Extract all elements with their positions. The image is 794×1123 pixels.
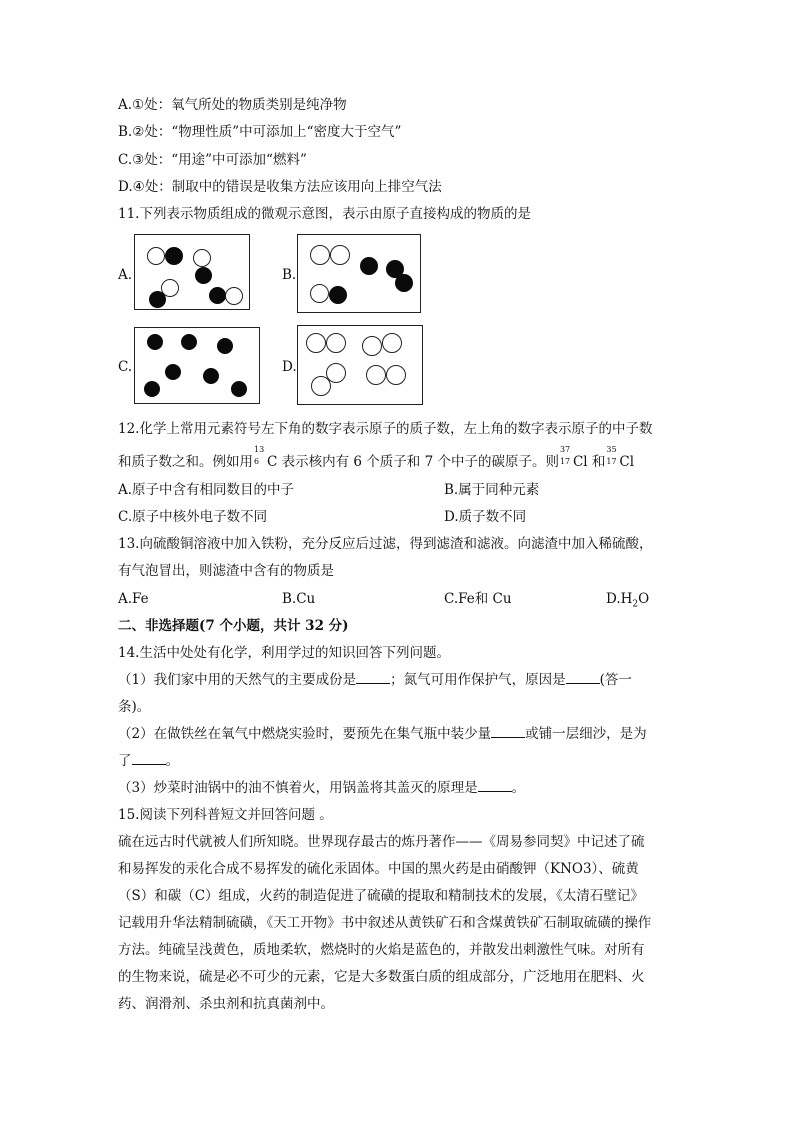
q11-label-b: B. bbox=[282, 267, 297, 283]
q10-option-b: B.②处：“物理性质”中可添加上“密度大于空气” bbox=[118, 124, 402, 140]
black-atom bbox=[147, 334, 163, 350]
q11-diagram-d bbox=[297, 325, 423, 405]
atomic-number: 6 bbox=[254, 457, 260, 466]
q12-option-c: C.原子中核外电子数不同 bbox=[118, 509, 268, 525]
white-atom bbox=[366, 365, 386, 385]
white-atom bbox=[330, 245, 350, 265]
q14-part2-cont bbox=[118, 752, 179, 770]
q12-option-a: A.原子中含有相同数目的中子 bbox=[118, 482, 295, 498]
q11-label-c: C. bbox=[118, 359, 133, 375]
q11-stem: 11.下列表示物质组成的微观示意图，表示由原子直接构成的物质的是 bbox=[118, 206, 531, 222]
q11-diagram-c bbox=[134, 327, 260, 404]
q14-part1 bbox=[118, 671, 632, 689]
q15-stem: 15.阅读下列科普短文并回答问题 。 bbox=[118, 807, 333, 823]
black-atom bbox=[395, 274, 413, 292]
q14-stem: 14.生活中处处有化学，利用学过的知识回答下列问题。 bbox=[118, 645, 450, 661]
answer-blank[interactable] bbox=[132, 752, 166, 765]
q14-p1-text-3: (答一 bbox=[599, 672, 632, 688]
q12-line1: 12.化学上常用元素符号左下角的数字表示原子的质子数，左上角的数字表示原子的中子数 bbox=[118, 421, 653, 437]
q15-paragraph-line: 和易挥发的汞化合成不易挥发的硫化汞固体。中国的黑火药是由硝酸钾（KNO3）、硫黄 bbox=[118, 861, 639, 877]
black-atom bbox=[144, 381, 160, 397]
black-atom bbox=[203, 368, 219, 384]
q11-label-a: A. bbox=[118, 267, 133, 283]
carbon-isotope-notation bbox=[253, 445, 267, 466]
q10-option-c: C.③处：“用途”中可添加“燃料” bbox=[118, 152, 307, 168]
white-atom bbox=[147, 247, 165, 265]
black-atom bbox=[165, 247, 183, 265]
black-atom bbox=[149, 291, 166, 308]
q13-option-a: A.Fe bbox=[118, 591, 149, 607]
q14-part3 bbox=[118, 779, 525, 797]
q13-option-d bbox=[606, 590, 649, 614]
mass-number: 13 bbox=[254, 445, 265, 454]
q15-paragraph-line: 硫在远古时代就被人们所知晓。世界现存最古的炼丹著作——《周易参同契》中记述了硫 bbox=[118, 834, 645, 850]
q13-option-c: C.Fe和 Cu bbox=[444, 591, 512, 607]
black-atom bbox=[165, 364, 181, 380]
mass-number: 35 bbox=[606, 445, 617, 454]
q15-paragraph-line: 方法。纯硫呈浅黄色，质地柔软，燃烧时的火焰是蓝色的，并散发出刺激性气味。对所有 bbox=[118, 942, 645, 958]
chlorine35-notation bbox=[605, 445, 619, 466]
q13-option-b: B.Cu bbox=[282, 591, 316, 607]
black-atom bbox=[209, 287, 226, 304]
q14-p2-text-2: 或铺一层细沙，是为 bbox=[525, 726, 647, 742]
white-atom bbox=[310, 245, 330, 265]
q14-p3-text-2: 。 bbox=[511, 780, 526, 796]
black-atom bbox=[195, 267, 212, 284]
black-atom bbox=[329, 286, 347, 304]
q14-p3-text: （3）炒菜时油锅中的油不慎着火，用锅盖将其盖灭的原理是 bbox=[118, 780, 478, 796]
q11-diagram-b bbox=[297, 234, 421, 313]
q14-p2-text: （2）在做铁丝在氧气中燃烧实验时，要预先在集气瓶中装少量 bbox=[118, 726, 492, 742]
q10-option-d: D.④处：制取中的错误是收集方法应该用向上排空气法 bbox=[118, 179, 442, 195]
q14-part2 bbox=[118, 725, 647, 743]
white-atom bbox=[362, 336, 382, 356]
white-atom bbox=[386, 365, 406, 385]
mass-number: 37 bbox=[559, 445, 571, 454]
q14-p2-text-4: 。 bbox=[165, 753, 179, 769]
q14-p1-text-2: ；氮气可用作保护气，原因是 bbox=[390, 672, 566, 688]
section-2-heading: 二、非选择题(7 个小题，共计 32 分) bbox=[118, 618, 349, 634]
answer-blank[interactable] bbox=[478, 779, 512, 792]
white-atom bbox=[225, 287, 243, 305]
white-atom bbox=[310, 284, 329, 303]
white-atom bbox=[193, 249, 211, 267]
q12-cl1-symbol: Cl 和 bbox=[572, 454, 606, 470]
q13-line2: 有气泡冒出，则滤渣中含有的物质是 bbox=[118, 563, 334, 579]
q12-option-b: B.属于同种元素 bbox=[444, 482, 540, 498]
q15-paragraph-line: 记载用升华法精制硫磺，《天工开物》书中叙述从黄铁矿石和含煤黄铁矿石制取硫磺的操作 bbox=[118, 915, 652, 931]
white-atom bbox=[382, 333, 402, 353]
q10-option-a: A.①处：氧气所处的物质类别是纯净物 bbox=[118, 97, 347, 113]
q14-part1-cont: 条)。 bbox=[118, 699, 151, 715]
q11-label-d: D. bbox=[282, 359, 297, 375]
q12-text-b: C 表示核内有 6 个质子和 7 个中子的碳原子。则 bbox=[267, 454, 559, 470]
q15-paragraph-line: （S）和碳（C）组成，火药的制造促进了硫磺的提取和精制技术的发展，《太清石壁记》 bbox=[118, 888, 644, 904]
q14-p2-text-3: 了 bbox=[118, 753, 132, 769]
answer-blank[interactable] bbox=[356, 671, 390, 684]
answer-blank[interactable] bbox=[566, 671, 600, 684]
black-atom bbox=[217, 338, 233, 354]
atomic-number: 17 bbox=[559, 457, 571, 466]
black-atom bbox=[181, 334, 197, 350]
white-atom bbox=[306, 333, 326, 353]
q11-diagram-a bbox=[134, 234, 250, 310]
q14-p1-text: （1）我们家中用的天然气的主要成份是 bbox=[118, 672, 357, 688]
q13-option-d-text: D.H bbox=[606, 591, 633, 607]
q15-paragraph-line: 药、润滑剂、杀虫剂和抗真菌剂中。 bbox=[118, 996, 334, 1012]
q12-cl2-symbol: Cl bbox=[619, 454, 635, 470]
q15-paragraph-line: 的生物来说，硫是必不可少的元素，它是大多数蛋白质的组成部分，广泛地用在肥料、火 bbox=[118, 969, 645, 985]
black-atom bbox=[231, 381, 247, 397]
atomic-number: 17 bbox=[606, 457, 617, 466]
black-atom bbox=[360, 257, 378, 275]
q12-line2 bbox=[118, 445, 635, 471]
q13-option-d-text-end: O bbox=[638, 591, 650, 607]
answer-blank[interactable] bbox=[491, 725, 525, 738]
q12-text-a: 和质子数之和。例如用 bbox=[118, 454, 253, 470]
q13-line1: 13.向硫酸铜溶液中加入铁粉，充分反应后过滤，得到滤渣和滤液。向滤渣中加入稀硫酸， bbox=[118, 536, 653, 552]
q12-option-d: D.质子数不同 bbox=[444, 509, 527, 525]
white-atom bbox=[311, 376, 331, 396]
chlorine37-notation bbox=[559, 445, 573, 466]
white-atom bbox=[326, 333, 346, 353]
q13-option-d-subscript: 2 bbox=[632, 599, 639, 610]
